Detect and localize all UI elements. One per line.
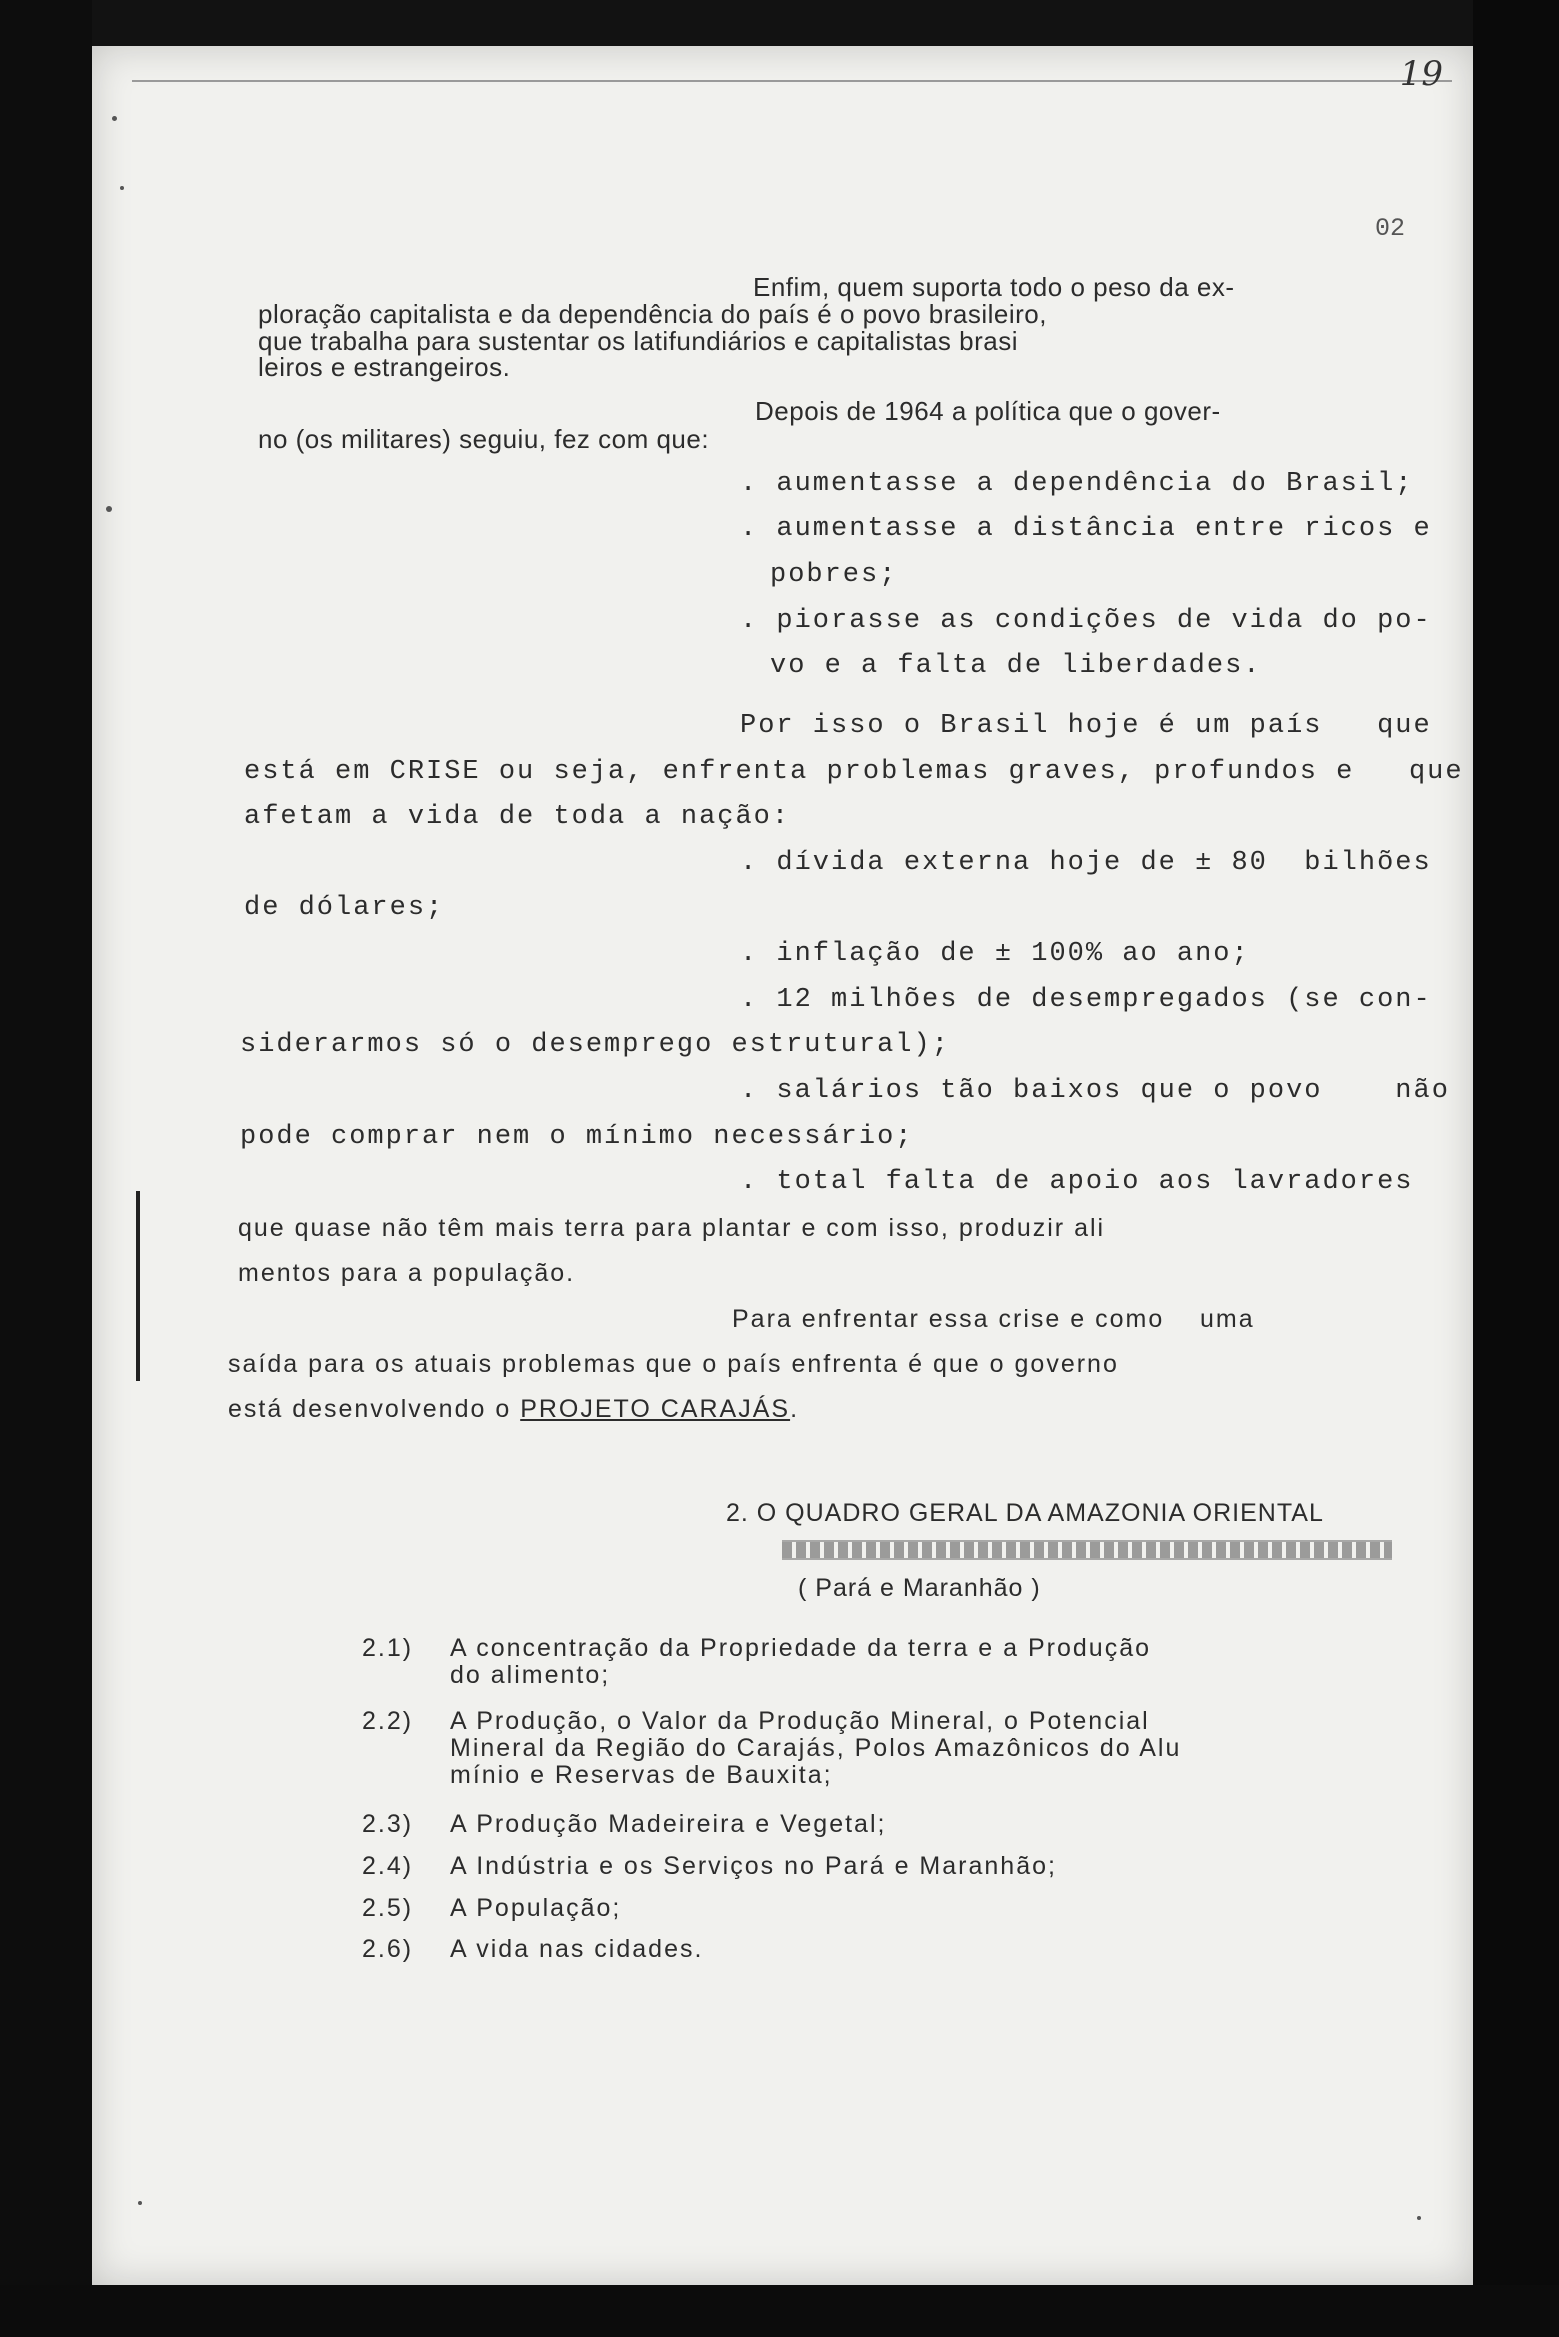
topic-text: A Produção, o Valor da Produção Mineral, o Potencial [450,1707,1150,1735]
topic-number: 2.5) [362,1894,414,1922]
text-line: mentos para a população. [238,1259,576,1287]
project-name: PROJETO CARAJÁS [520,1395,791,1423]
scan-speck [120,186,124,190]
list-item: . salários tão baixos que o povo não [740,1076,1450,1106]
text-line: siderarmos só o desemprego estrutural); [240,1030,950,1060]
scan-speck [112,116,117,121]
text-line: afetam a vida de toda a nação: [244,802,791,832]
text-line: Depois de 1964 a política que o gover- [755,396,1221,426]
text-line: saída para os atuais problemas que o país enfrenta é que o governo [228,1350,1119,1378]
section-subheading: ( Pará e Maranhão ) [798,1574,1041,1602]
text-line [228,1394,799,1424]
section-heading: 2. O QUADRO GERAL DA AMAZONIA ORIENTAL [726,1499,1324,1527]
page-number: 02 [1375,214,1406,243]
text-line: pode comprar nem o mínimo necessário; [240,1122,914,1152]
list-item: . inflação de ± 100% ao ano; [740,939,1250,969]
scan-speck [106,506,112,512]
list-item: pobres; [770,560,898,590]
topic-text: A vida nas cidades. [450,1935,704,1963]
handwritten-page-number: 19 [1399,54,1443,94]
topic-number: 2.4) [362,1852,414,1880]
text-line: Para enfrentar essa crise e como uma [732,1305,1255,1333]
topic-text: do alimento; [450,1661,611,1689]
scan-border-top [0,0,1559,46]
list-item: vo e a falta de liberdades. [770,651,1262,681]
scan-speck [138,2201,142,2205]
list-item: . 12 milhões de desempregados (se con- [740,985,1432,1015]
margin-mark [136,1191,140,1381]
text-line: Enfim, quem suporta todo o peso da ex- [753,272,1235,302]
scan-border-right [1473,0,1559,2337]
scan-border-left [0,0,92,2337]
document-page [92,46,1473,2285]
text-line: Por isso o Brasil hoje é um país que [740,711,1432,741]
top-rule [132,80,1452,82]
topic-text: A Indústria e os Serviços no Pará e Maranhão; [450,1852,1057,1880]
topic-text: A População; [450,1894,622,1922]
list-item: . aumentasse a dependência do Brasil; [740,469,1414,499]
scan-border-bottom [0,2285,1559,2337]
topic-text: mínio e Reservas de Bauxita; [450,1761,833,1789]
text-line: no (os militares) seguiu, fez com que: [258,424,710,454]
topic-number: 2.6) [362,1935,414,1963]
topic-number: 2.1) [362,1634,414,1662]
text-line: de dólares; [244,893,445,923]
text-line: está em CRISE ou seja, enfrenta problemas graves, profundos e que [244,757,1464,787]
topic-text: A concentração da Propriedade da terra e a Produção [450,1634,1152,1662]
topic-number: 2.2) [362,1707,414,1735]
list-item: . dívida externa hoje de ± 80 bilhões [740,848,1432,878]
heading-double-underline [782,1540,1392,1560]
topic-text: Mineral da Região do Carajás, Polos Amazônicos do Alu [450,1734,1182,1762]
scan-speck [1417,2216,1421,2220]
list-item: . piorasse as condições de vida do po- [740,606,1432,636]
list-item: . aumentasse a distância entre ricos e [740,514,1432,544]
text-line: que quase não têm mais terra para plantar e com isso, produzir ali [238,1214,1106,1242]
topic-text: A Produção Madeireira e Vegetal; [450,1810,887,1838]
topic-number: 2.3) [362,1810,414,1838]
text-line: leiros e estrangeiros. [258,352,511,382]
list-item: . total falta de apoio aos lavradores [740,1167,1414,1197]
text-line: que trabalha para sustentar os latifundiários e capitalistas brasi [258,326,1018,356]
text-line-prefix: está desenvolvendo o [228,1395,521,1423]
text-line-suffix: . [790,1395,800,1423]
text-line: ploração capitalista e da dependência do país é o povo brasileiro, [258,299,1047,329]
